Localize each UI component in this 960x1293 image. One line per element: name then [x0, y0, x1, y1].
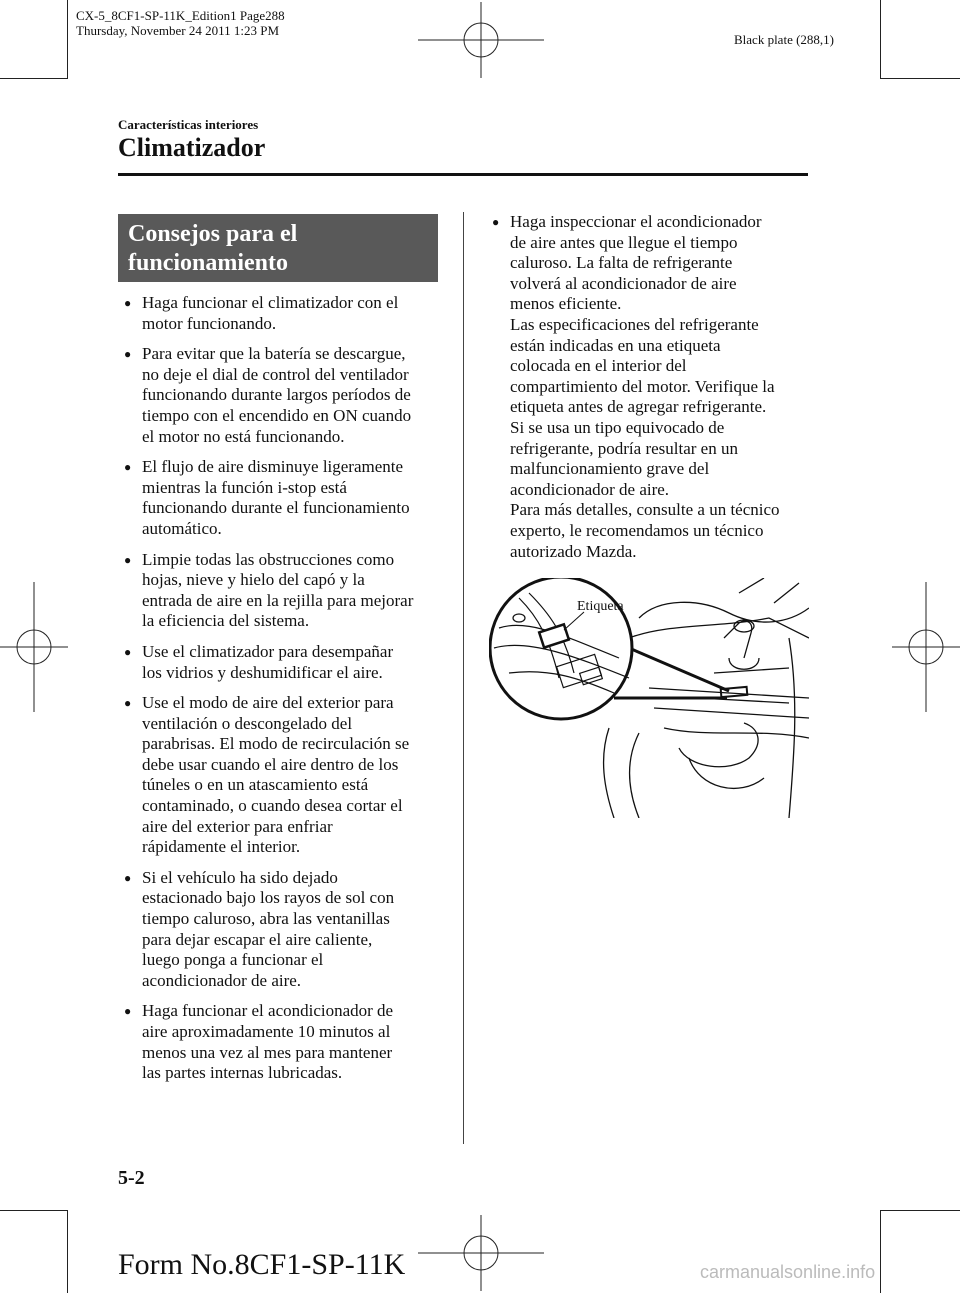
form-number: Form No.8CF1-SP-11K — [118, 1248, 406, 1281]
bullet-text-line: tiempo con el encendido en ON cuando — [142, 405, 412, 425]
bullet-text-line: menos eficiente. — [510, 294, 622, 314]
crop-mark — [880, 0, 881, 78]
bullet-text-line: la eficiencia del sistema. — [142, 611, 310, 631]
bullet-text-line: el motor no está funcionando. — [142, 426, 345, 446]
bullet-item — [118, 457, 448, 539]
bullet-text-line: tiempo caluroso, abra las ventanillas — [142, 909, 390, 929]
bullet-text-line: debe usar cuando el aire dentro de los — [142, 754, 399, 774]
watermark: carmanualsonline.info — [700, 1262, 876, 1282]
print-header — [76, 8, 285, 38]
bullet-text-line: luego ponga a funcionar el — [142, 950, 324, 970]
section-banner — [118, 214, 438, 282]
bullet-text-line: aire aproximadamente 10 minutos al — [142, 1022, 391, 1041]
banner-line: funcionamiento — [128, 250, 289, 276]
bullet-item — [118, 293, 448, 334]
banner-line: Consejos para el — [128, 221, 298, 247]
bullet-icon: ● — [124, 696, 132, 711]
bullet-item — [118, 642, 448, 683]
bullet-text-line: rápidamente el interior. — [142, 837, 301, 857]
bullet-text-line: Use el climatizador para desempañar — [142, 641, 394, 661]
bullet-text-line: Use el modo de aire del exterior para — [142, 693, 394, 713]
bullet-text-line: las partes internas lubricadas. — [142, 1063, 343, 1083]
crop-mark — [880, 1210, 960, 1211]
bullet-text-line: estacionado bajo los rayos de sol con — [142, 888, 395, 908]
bullet-text-line: experto, le recomendamos un técnico — [510, 520, 764, 540]
right-bullet-list — [486, 212, 816, 562]
bullet-item — [486, 212, 816, 562]
left-column — [118, 293, 448, 1094]
bullet-text-line: de aire antes que llegue el tiempo — [510, 232, 738, 252]
crop-mark — [880, 1210, 881, 1293]
bullet-icon: ● — [124, 870, 132, 885]
crop-mark — [880, 78, 960, 79]
bullet-text-line: aire del exterior para enfriar — [142, 816, 333, 836]
right-column — [486, 212, 816, 572]
registration-mark-right — [892, 582, 960, 712]
bullet-text-line: ventilación o descongelado del — [142, 713, 353, 733]
bullet-text-line: automático. — [142, 518, 222, 538]
bullet-text-line: autorizado Mazda. — [510, 541, 637, 561]
bullet-item — [118, 550, 448, 632]
bullet-text-line: volverá al acondicionador de aire — [510, 273, 737, 293]
bullet-icon: ● — [124, 296, 132, 310]
engine-compartment-illustration — [489, 578, 809, 818]
bullet-text-line: acondicionador de aire. — [142, 970, 302, 990]
bullet-icon: ● — [492, 215, 500, 229]
bullet-text-line: entrada de aire en la rejilla para mejorar — [142, 590, 414, 610]
bullet-text-line: los vidrios y deshumidificar el aire. — [142, 662, 383, 682]
page-title: Climatizador — [118, 133, 266, 162]
print-header-date: Thursday, November 24 2011 1:23 PM — [76, 23, 280, 38]
crop-mark — [0, 1210, 68, 1211]
bullet-text-line: refrigerante, podría resultar en un — [510, 438, 738, 458]
bullet-text-line: caluroso. La falta de refrigerante — [510, 253, 733, 273]
bullet-text-line: menos una vez al mes para mantener — [142, 1042, 393, 1062]
print-header-file: CX-5_8CF1-SP-11K_Edition1 Page288 — [76, 8, 285, 23]
bullet-item — [118, 344, 448, 447]
crop-mark — [0, 78, 68, 79]
bullet-text-line: El flujo de aire disminuye ligeramente — [142, 457, 404, 477]
bullet-text-line: para dejar escapar el aire caliente, — [142, 929, 373, 949]
bullet-icon: ● — [124, 460, 132, 475]
registration-mark-bottom — [418, 1215, 544, 1291]
left-bullet-list — [118, 293, 448, 1084]
title-rule — [118, 173, 808, 176]
page-number: 5-2 — [118, 1167, 145, 1189]
bullet-text-line: hojas, nieve y hielo del capó y la — [142, 570, 365, 590]
bullet-text-line: Si el vehículo ha sido dejado — [142, 867, 338, 887]
bullet-text-line: Haga inspeccionar el acondicionador — [510, 212, 762, 231]
bullet-text-line: Haga funcionar el climatizador con el — [142, 293, 399, 312]
bullet-text-line: Si se usa un tipo equivocado de — [510, 417, 725, 437]
bullet-text-line: no deje el dial de control del ventilador — [142, 364, 409, 384]
bullet-text-line: etiqueta antes de agregar refrigerante. — [510, 397, 767, 417]
bullet-text-line: túneles o en un atascamiento está — [142, 775, 369, 795]
registration-mark-top — [418, 2, 544, 78]
bullet-text-line: motor funcionando. — [142, 313, 277, 333]
bullet-item — [118, 693, 448, 858]
bullet-icon: ● — [124, 552, 132, 567]
crop-mark — [67, 0, 68, 78]
bullet-text-line: malfuncionamiento grave del — [510, 459, 710, 479]
section-kicker: Características interiores — [118, 117, 259, 132]
bullet-text-line: contaminado, o cuando desea cortar el — [142, 796, 403, 816]
bullet-text-line: Haga funcionar el acondicionador de — [142, 1001, 394, 1021]
bullet-text-line: Para más detalles, consulte a un técnico — [510, 500, 780, 520]
registration-mark-left — [0, 582, 68, 712]
bullet-text-line: Limpie todas las obstrucciones como — [142, 549, 395, 569]
bullet-text-line: Para evitar que la batería se descargue, — [142, 344, 406, 364]
bullet-text-line: funcionando durante largos períodos de — [142, 385, 411, 405]
bullet-item — [118, 868, 448, 992]
bullet-text-line: parabrisas. El modo de recirculación se — [142, 734, 410, 754]
crop-mark — [67, 1210, 68, 1293]
bullet-icon: ● — [124, 347, 132, 362]
bullet-text-line: colocada en el interior del — [510, 356, 687, 376]
print-plate: Black plate (288,1) — [734, 32, 834, 47]
bullet-text-line: Las especificaciones del refrigerante — [510, 314, 759, 334]
bullet-item — [118, 1001, 448, 1083]
bullet-text-line: funcionando durante el funcionamiento — [142, 498, 410, 518]
bullet-text-line: mientras la función i-stop está — [142, 477, 347, 497]
figure-label-etiqueta: Etiqueta — [577, 599, 624, 614]
bullet-icon: ● — [124, 1004, 132, 1019]
bullet-text-line: acondicionador de aire. — [510, 479, 670, 499]
bullet-icon: ● — [124, 644, 132, 659]
column-divider — [463, 212, 464, 1144]
bullet-text-line: compartimiento del motor. Verifique la — [510, 376, 775, 396]
bullet-text-line: están indicadas en una etiqueta — [510, 335, 721, 355]
